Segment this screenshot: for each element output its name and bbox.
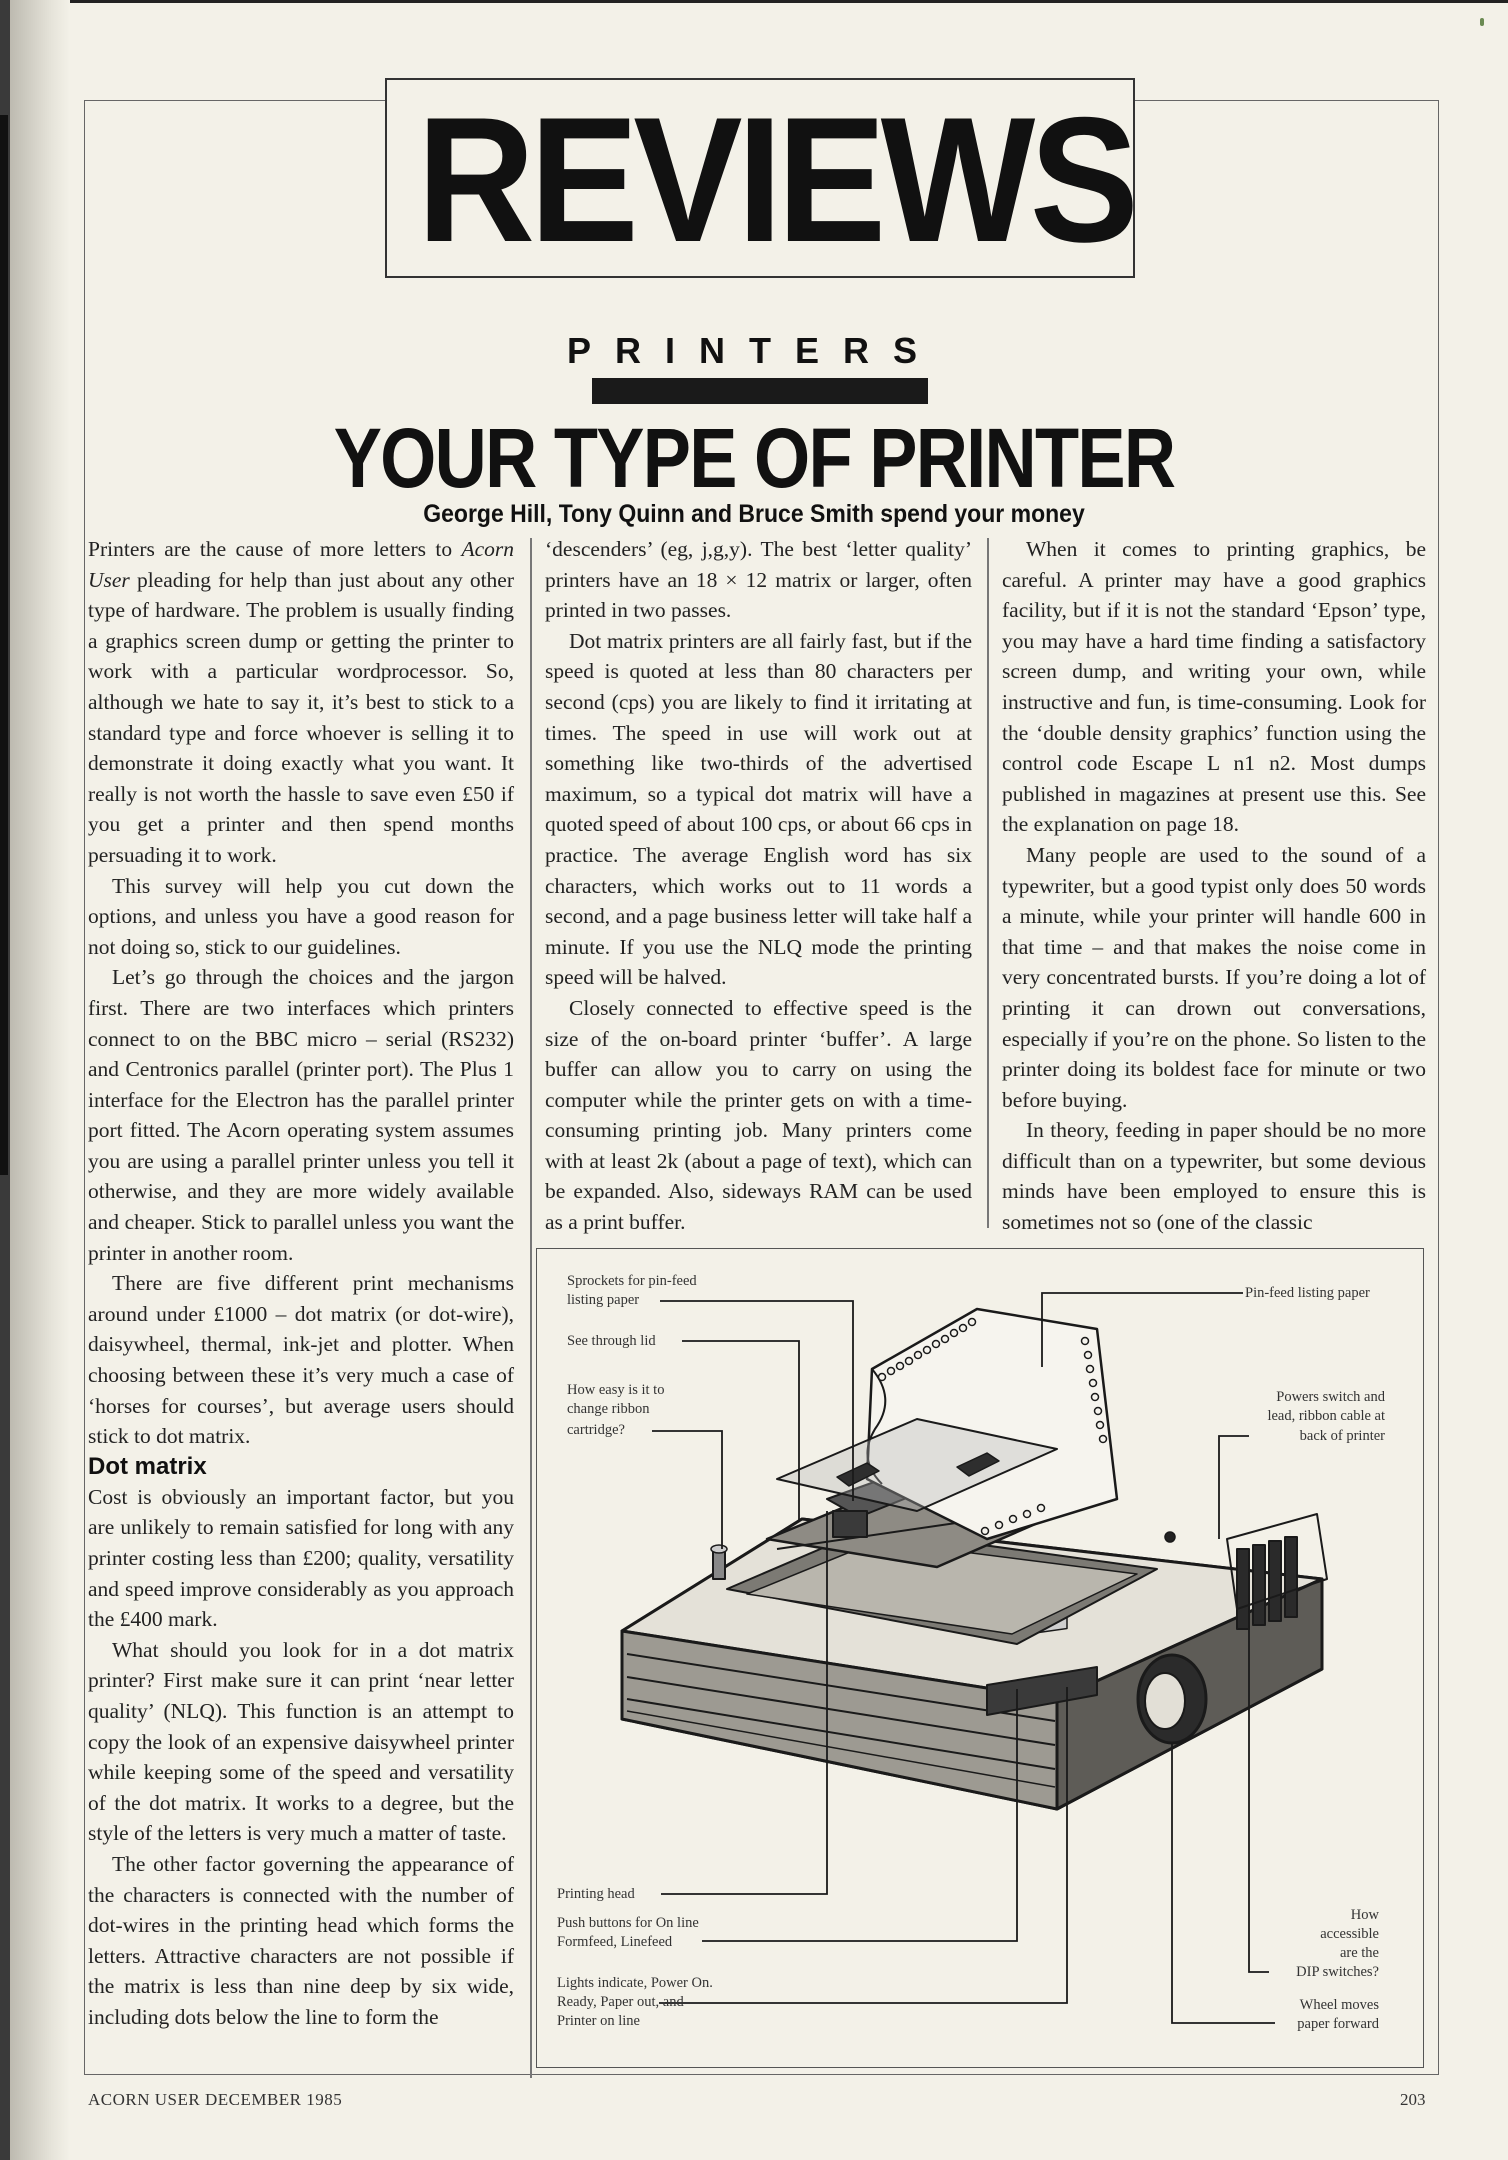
paragraph: Dot matrix printers are all fairly fast, but if the speed is quoted at less than 80 characters per second (cps) you are likely to find it irritating at times. The speed in use will work out at something like two-thirds of the advertised maximum, so a typical dot matrix will have a quoted speed of about 100 cps, or about 66 cps in practice. The average English word has six characters, which works out to 11 words a second, and a page business letter will take half a minute. If you use the NLQ mode the printing speed will be halved. <box>545 628 972 990</box>
label-lid: See through lid <box>567 1333 656 1349</box>
printer-figure <box>536 1248 1424 2068</box>
masthead-title: REVIEWS <box>416 80 1134 279</box>
paragraph: The other factor governing the appearance of the characters is connected with the number of dot-wires in the printing head which forms the letters. Attractive characters are not possible if the matrix is less than nine deep by six wide, including dots below the line to form the <box>88 1851 514 2029</box>
page-top-edge <box>0 0 1508 3</box>
subheading: Dot matrix <box>88 1452 207 1480</box>
svg-text:lead, ribbon cable at: lead, ribbon cable at <box>1267 1408 1385 1424</box>
label-lights: Lights indicate, Power On. <box>557 1975 713 1991</box>
article-byline: George Hill, Tony Quinn and Bruce Smith spend your money <box>423 500 1085 528</box>
svg-text:paper forward: paper forward <box>1297 2016 1379 2032</box>
paragraph: What should you look for in a dot matrix printer? First make sure it can print ‘near letter quality’ (NLQ). This function is an attempt to copy the look of an expensive daisywheel printer while keeping some of the speed and versatility of the dot matrix. It works to a degree, but the style of the letters is very much a matter of taste. <box>88 1637 514 1846</box>
svg-text:accessible: accessible <box>1320 1926 1379 1942</box>
svg-text:listing paper: listing paper <box>567 1292 640 1308</box>
svg-text:DIP switches?: DIP switches? <box>1296 1964 1379 1980</box>
text-column-2 <box>545 534 972 1238</box>
footer-issue: ACORN USER DECEMBER 1985 <box>88 2090 343 2109</box>
svg-text:change ribbon: change ribbon <box>567 1401 650 1417</box>
label-power: Powers switch and <box>1276 1389 1385 1405</box>
section-label: PRINTERS <box>566 330 942 371</box>
printer-illustration <box>537 1249 1422 2066</box>
paragraph: Cost is obviously an important factor, but you are unlikely to remain satisfied for long with any printer costing less than £200; quality, versatility and speed improve considerably as you approach the £400 mark. <box>88 1484 514 1632</box>
svg-text:cartridge?: cartridge? <box>567 1422 625 1438</box>
label-pinfeed: Pin-feed listing paper <box>1245 1285 1370 1301</box>
text-column-3 <box>1002 534 1426 1238</box>
label-wheel: Wheel moves <box>1299 1997 1379 2013</box>
column-rule <box>530 538 532 2078</box>
paragraph: Let’s go through the choices and the jargon first. There are two interfaces which printers connect to on the BBC micro – serial (RS232) and Centronics parallel (printer port). The Plus 1 interface for the Electron has the parallel printer port fitted. The Acorn operating system assumes you are using a parallel printer unless you tell it otherwise, and they are more widely available and cheaper. Stick to parallel unless you want the printer in another room. <box>88 965 514 1265</box>
label-sprockets: Sprockets for pin-feed <box>567 1273 697 1289</box>
label-push-buttons: Push buttons for On line <box>557 1915 699 1931</box>
paragraph: ‘descenders’ (eg, j,g,y). The best ‘letter quality’ printers have an 18 × 12 matrix or larger, often printed in two passes. <box>545 537 972 623</box>
magazine-name: Acorn User <box>88 537 514 592</box>
paragraph: In theory, feeding in paper should be no more difficult than on a typewriter, but some devious minds have been employed to ensure this is sometimes not so (one of the classic <box>1002 1118 1426 1235</box>
text-column-1 <box>88 534 514 2033</box>
paragraph: When it comes to printing graphics, be careful. A printer may have a good graphics facility, but if it is not the standard ‘Epson’ type, you may have a hard time finding a satisfactory screen dump, and writing your own, while instructive and fun, is time-consuming. Look for the ‘double density graphics’ function using the control code Escape L n1 n2. Most dumps published in magazines at present use this. See the explanation on page 18. <box>1002 537 1426 837</box>
column-rule <box>987 538 989 1228</box>
svg-text:are the: are the <box>1339 1945 1379 1961</box>
printer-drawing <box>622 1309 1327 1809</box>
svg-text:back of printer: back of printer <box>1299 1428 1385 1444</box>
svg-text:Formfeed, Linefeed: Formfeed, Linefeed <box>557 1934 673 1950</box>
paragraph: Many people are used to the sound of a typewriter, but a good typist only does 50 words a minute, while your printer will handle 600 in that time – and that makes the noise come in very concentrated bursts. If you’re doing a lot of printing it can drown out conversations, especially if you’re on the phone. So listen to the printer doing its boldest face for minute or two before buying. <box>1002 842 1426 1112</box>
paragraph: Printers are the cause of more letters to Acorn User pleading for help than just about any other type of hardware. The problem is usually finding a graphics screen dump or getting the printer to work with a particular wordprocessor. So, although we hate to say it, it’s best to stick to a standard type and force whoever is selling it to demonstrate it doing exactly what you want. It really is not worth the hassle to save even £50 if you get a printer and then spend months persuading it to work. <box>88 537 514 867</box>
svg-text:Ready, Paper out, and: Ready, Paper out, and <box>557 1994 684 2010</box>
article-headline: YOUR TYPE OF PRINTER <box>333 411 1175 505</box>
label-dip-switches: How <box>1350 1907 1379 1923</box>
paragraph: Closely connected to effective speed is the size of the on-board printer ‘buffer’. A large buffer can allow you to carry on using the computer while the printer gets on with a time-consuming printing job. Many printers come with at least 2k (about a page of text), which can be expanded. Also, sideways RAM can be used as a print buffer. <box>545 995 972 1235</box>
svg-text:Printer on line: Printer on line <box>557 2013 640 2029</box>
label-ribbon: How easy is it to <box>567 1382 665 1398</box>
page-gutter-shadow <box>10 0 70 2160</box>
paragraph: This survey will help you cut down the options, and unless you have a good reason for not doing so, stick to our guidelines. <box>88 873 514 959</box>
corner-mark <box>1480 18 1484 26</box>
section-bar <box>592 378 928 404</box>
page-number: 203 <box>1400 2090 1426 2109</box>
label-printing-head: Printing head <box>557 1886 635 1902</box>
page-edge-mark <box>0 115 8 1175</box>
paragraph: There are five different print mechanisms around under £1000 – dot matrix (or dot-wire), daisywheel, thermal, ink-jet and plotter. When choosing between these it’s very much a case of ‘horses for courses’, but average users should stick to dot matrix. <box>88 1271 514 1449</box>
masthead <box>385 78 1135 278</box>
